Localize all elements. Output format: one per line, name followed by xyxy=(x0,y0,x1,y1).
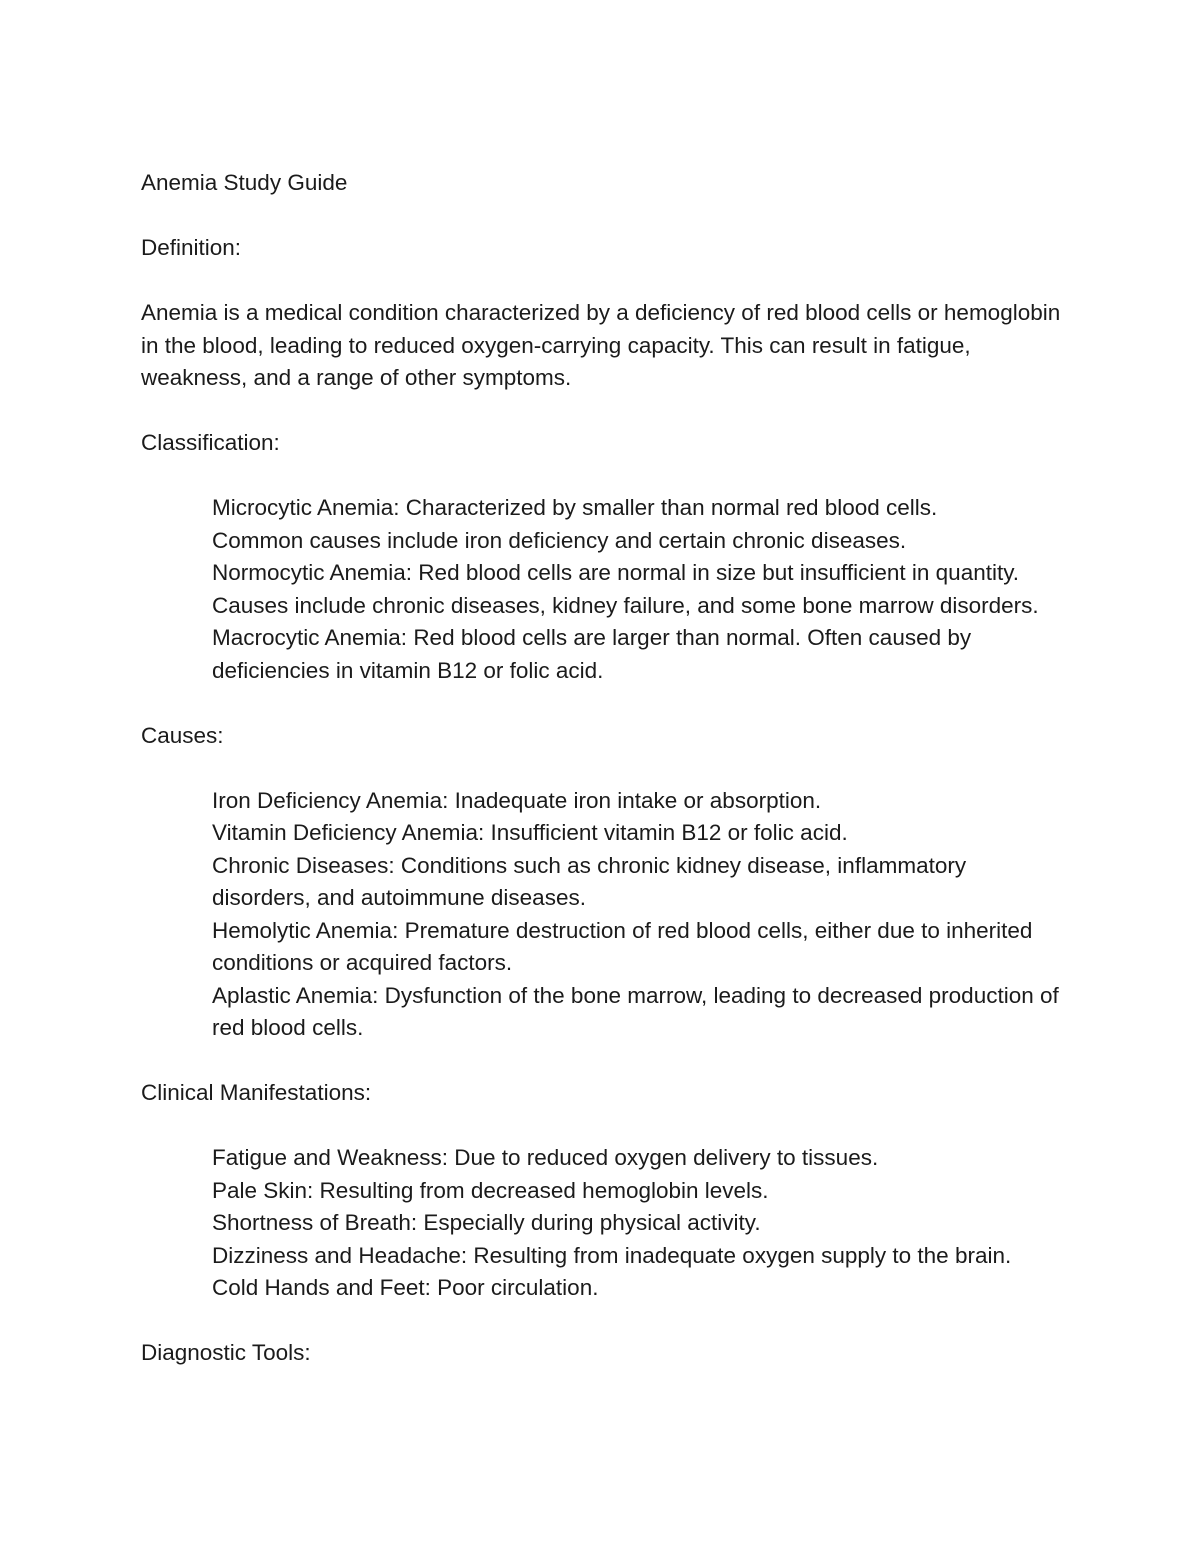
list-item: Cold Hands and Feet: Poor circulation. xyxy=(212,1275,599,1300)
manifestations-list xyxy=(141,1142,1071,1305)
spacer xyxy=(141,395,1071,428)
definition-heading: Definition: xyxy=(141,235,242,260)
spacer xyxy=(141,687,1071,720)
list-item: Common causes include iron deficiency and certain chronic diseases. xyxy=(212,527,907,553)
list-item: Hemolytic Anemia: Premature destruction of red blood cells, either due to inherited conditions or acquired factors. xyxy=(212,917,1033,975)
spacer xyxy=(141,460,1071,493)
spacer xyxy=(141,1305,1071,1338)
classification-list xyxy=(141,492,1071,687)
list-item: Shortness of Breath: Especially during physical activity. xyxy=(212,1210,761,1235)
spacer xyxy=(141,1045,1071,1078)
list-item: Fatigue and Weakness: Due to reduced oxygen delivery to tissues. xyxy=(212,1145,879,1170)
list-item: Pale Skin: Resulting from decreased hemoglobin levels. xyxy=(212,1177,769,1203)
list-item: Microcytic Anemia: Characterized by smaller than normal red blood cells. xyxy=(212,495,938,520)
document-title: Anemia Study Guide xyxy=(141,170,348,195)
list-item: Macrocytic Anemia: Red blood cells are larger than normal. Often caused by deficiencies in vitamin B12 or folic acid. xyxy=(212,625,972,683)
classification-heading: Classification: xyxy=(141,430,280,455)
manifestations-heading: Clinical Manifestations: xyxy=(141,1080,372,1105)
list-item: Dizziness and Headache: Resulting from inadequate oxygen supply to the brain. xyxy=(212,1242,1012,1268)
spacer xyxy=(141,752,1071,785)
spacer xyxy=(141,200,1071,233)
list-item: Normocytic Anemia: Red blood cells are normal in size but insufficient in quantity. Causes include chronic diseases, kidney failure, and some bone marrow disorders. xyxy=(212,560,1039,618)
list-item: Aplastic Anemia: Dysfunction of the bone marrow, leading to decreased production of red blood cells. xyxy=(212,982,1059,1040)
causes-list xyxy=(141,785,1071,1045)
list-item: Iron Deficiency Anemia: Inadequate iron intake or absorption. xyxy=(212,787,822,813)
document-body xyxy=(141,167,1071,1370)
list-item: Chronic Diseases: Conditions such as chronic kidney disease, inflammatory disorders, and autoimmune diseases. xyxy=(212,852,967,910)
causes-heading: Causes: xyxy=(141,722,224,748)
spacer xyxy=(141,265,1071,298)
definition-text: Anemia is a medical condition characterized by a deficiency of red blood cells or hemoglobin in the blood, leading to reduced oxygen-carrying capacity. This can result in fatigue, weakness, and a range of other symptoms. xyxy=(141,300,1061,390)
list-item: Vitamin Deficiency Anemia: Insufficient vitamin B12 or folic acid. xyxy=(212,820,848,845)
spacer xyxy=(141,1110,1071,1143)
diagnostic-heading: Diagnostic Tools: xyxy=(141,1340,311,1365)
